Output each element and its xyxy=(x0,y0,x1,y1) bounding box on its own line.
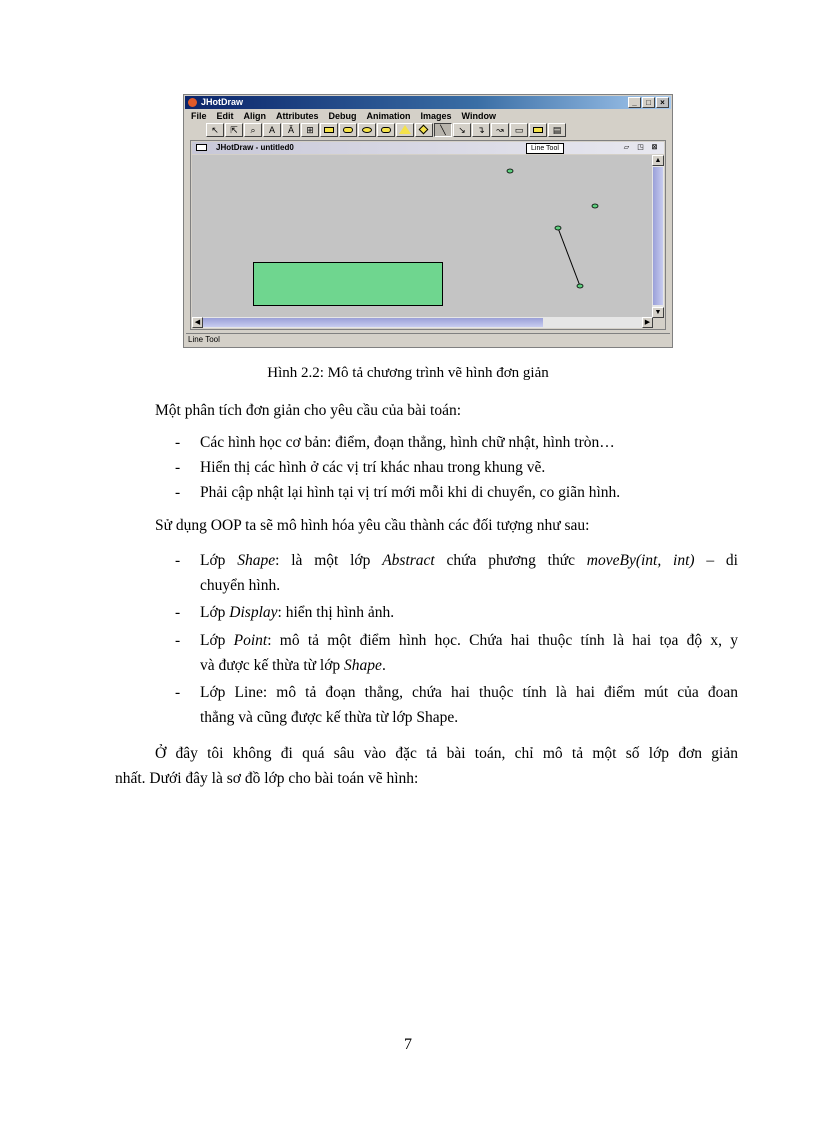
window-icon xyxy=(196,144,207,151)
drawing-window xyxy=(190,140,666,330)
bullet-dash: - xyxy=(175,459,181,476)
class-point-line2: và được kế thừa từ lớp Shape. xyxy=(200,657,386,674)
close-button[interactable]: × xyxy=(656,97,669,108)
scroll-up-icon[interactable]: ▲ xyxy=(652,155,664,166)
menu-bar xyxy=(186,110,670,122)
drawing-window-title-bar xyxy=(192,142,664,154)
menu-debug[interactable]: Debug xyxy=(328,111,357,121)
area-select-tool-icon[interactable]: ⇱ xyxy=(225,123,243,137)
point-figure[interactable] xyxy=(592,204,598,208)
java-cup-icon xyxy=(188,98,197,107)
line-end-handle[interactable] xyxy=(577,284,583,288)
class-line-line1: Lớp Line: mô tả đoạn thẳng, chứa hai thuộc tính là hai điểm mút của đoan xyxy=(200,684,738,701)
connected-text-tool-icon[interactable]: Ă xyxy=(282,123,300,137)
border-tool-icon[interactable]: ▭ xyxy=(510,123,528,137)
zoom-tool-icon[interactable]: ⌕ xyxy=(244,123,262,137)
oop-intro-paragraph: Sử dụng OOP ta sẽ mô hình hóa yêu cầu thành các đối tượng như sau: xyxy=(155,517,590,534)
class-shape-line1: Lớp Shape: là một lớp Abstract chứa phương thức moveBy(int, int) – di xyxy=(200,552,738,569)
page-number: 7 xyxy=(404,1036,412,1053)
round-rect-tool-icon[interactable] xyxy=(339,123,357,137)
tool-palette xyxy=(206,123,668,138)
scroll-right-icon[interactable]: ▶ xyxy=(642,317,653,328)
bullet-dash: - xyxy=(175,604,181,621)
menu-window[interactable]: Window xyxy=(461,111,496,121)
menu-images[interactable]: Images xyxy=(420,111,452,121)
bullet-dash: - xyxy=(175,434,181,451)
drawing-canvas[interactable] xyxy=(192,155,653,318)
line-tool-icon[interactable]: ╲ xyxy=(434,123,452,137)
menu-attributes[interactable]: Attributes xyxy=(276,111,319,121)
keyword-abstract: Abstract xyxy=(382,552,435,569)
close-inner-button[interactable]: ⊠ xyxy=(651,144,658,151)
class-point-line1: Lớp Point: mô tả một điểm hình học. Chứa hai thuộc tính là hai tọa độ x, y xyxy=(200,632,738,649)
closing-line1: Ở đây tôi không đi quá sâu vào đặc tả bài toán, chỉ mô tả một số lớp đơn giản xyxy=(155,745,738,762)
status-bar: Line Tool xyxy=(186,333,670,345)
image-tool-icon[interactable]: ▤ xyxy=(548,123,566,137)
maximize-button[interactable]: □ xyxy=(642,97,655,108)
ellipse-tool-icon[interactable] xyxy=(358,123,376,137)
menu-animation[interactable]: Animation xyxy=(366,111,411,121)
diamond-tool-icon[interactable] xyxy=(415,123,433,137)
text-tool-icon[interactable]: A xyxy=(263,123,281,137)
line-start-handle[interactable] xyxy=(555,226,561,230)
vertical-scroll-thumb[interactable] xyxy=(653,167,663,305)
scroll-down-icon[interactable]: ▼ xyxy=(652,307,664,318)
scroll-left-icon[interactable]: ◀ xyxy=(192,317,203,328)
iconify-button[interactable]: ▱ xyxy=(623,144,630,151)
horizontal-scroll-thumb[interactable] xyxy=(203,318,543,327)
bullet-dash: - xyxy=(175,632,181,649)
horizontal-scrollbar[interactable] xyxy=(192,317,653,328)
line-figure[interactable] xyxy=(558,228,580,286)
maximize-inner-button[interactable]: ◳ xyxy=(637,144,644,151)
connection-tool-icon[interactable]: ↘ xyxy=(453,123,471,137)
menu-file[interactable]: File xyxy=(191,111,207,121)
vertical-scrollbar[interactable] xyxy=(652,155,664,318)
selection-tool-icon[interactable]: ↖ xyxy=(206,123,224,137)
class-shape-line2: chuyển hình. xyxy=(200,577,281,594)
minimize-button[interactable]: _ xyxy=(628,97,641,108)
intro-paragraph: Một phân tích đơn giản cho yêu cầu của bài toán: xyxy=(155,402,462,419)
figure-layer xyxy=(192,155,653,318)
class-name-point: Point xyxy=(233,632,268,649)
class-line-line2: thẳng và cũng được kế thừa từ lớp Shape. xyxy=(200,709,459,726)
bullet-dash: - xyxy=(175,684,181,701)
point-figure[interactable] xyxy=(507,169,513,173)
parent-class-shape: Shape xyxy=(344,657,382,674)
class-display: Lớp Display: hiển thị hình ảnh. xyxy=(200,604,395,621)
polygon-tool-icon[interactable] xyxy=(377,123,395,137)
menu-edit[interactable]: Edit xyxy=(216,111,234,121)
closing-line2: nhất. Dưới đây là sơ đồ lớp cho bài toán vẽ hình: xyxy=(115,770,419,787)
class-name-display: Display xyxy=(229,604,278,621)
method-moveby: moveBy(int, int) xyxy=(586,552,695,569)
bullet-dash: - xyxy=(175,552,181,569)
jhotdraw-screenshot xyxy=(183,94,673,348)
active-tool-label: Line Tool xyxy=(526,143,564,154)
class-name-shape: Shape xyxy=(237,552,276,569)
triangle-tool-icon[interactable] xyxy=(396,123,414,137)
bullet-dash: - xyxy=(175,484,181,501)
analysis-item: Hiển thị các hình ở các vị trí khác nhau trong khung vẽ. xyxy=(200,459,546,476)
shadow-tool-icon[interactable] xyxy=(529,123,547,137)
menu-align[interactable]: Align xyxy=(243,111,267,121)
rectangle-tool-icon[interactable] xyxy=(320,123,338,137)
figure-caption: Hình 2.2: Mô tả chương trình vẽ hình đơn giản xyxy=(267,365,549,381)
app-title: JHotDraw xyxy=(201,97,244,107)
analysis-item: Phải cập nhật lại hình tại vị trí mới mỗi khi di chuyển, co giãn hình. xyxy=(200,484,621,501)
url-tool-icon[interactable]: ⊞ xyxy=(301,123,319,137)
elbow-connection-tool-icon[interactable]: ↴ xyxy=(472,123,490,137)
analysis-item: Các hình học cơ bản: điểm, đoạn thẳng, hình chữ nhật, hình tròn… xyxy=(200,434,615,451)
scribble-tool-icon[interactable]: ↝ xyxy=(491,123,509,137)
app-title-bar xyxy=(185,96,671,109)
drawing-window-title: JHotDraw - untitled0 xyxy=(216,143,294,152)
